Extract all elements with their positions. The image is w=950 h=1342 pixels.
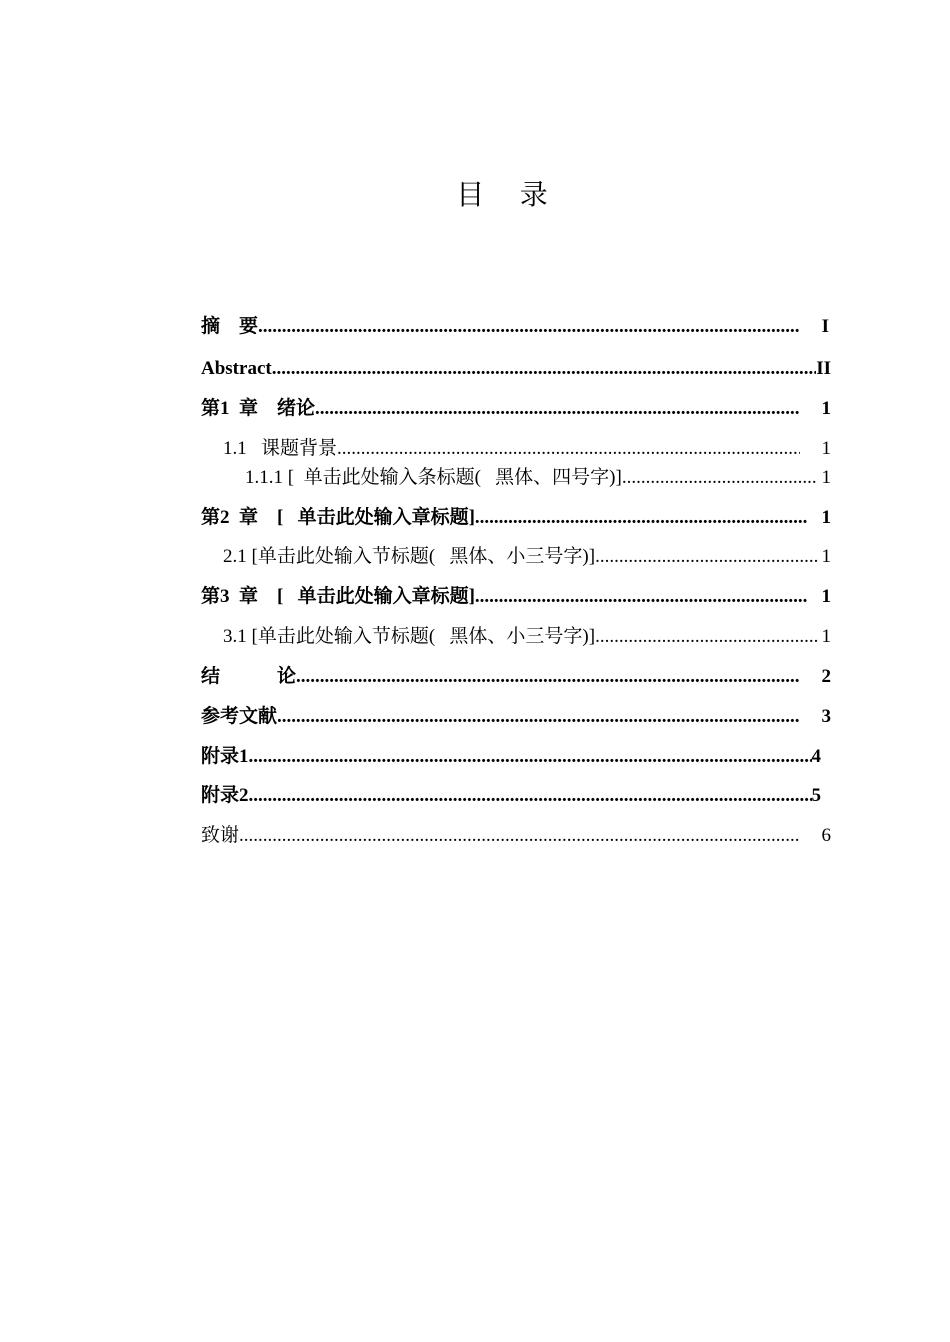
toc-entry-label: 附录1 [201,746,249,767]
toc-entry-section-1-1[interactable] [223,436,831,462]
toc-entry-page: 1 [821,626,831,647]
toc-entry-chapter-3[interactable] [201,584,831,610]
toc-entry-label: 参考文献 [201,706,278,727]
toc-entry-page: 3 [821,706,831,727]
toc-leader [277,704,799,730]
toc-entry-label: 第1 章 绪论 [201,398,316,419]
toc-entry-page: 5 [811,785,821,806]
toc-entry-label: 摘 要 [201,316,259,337]
toc-entry-appendix-1[interactable] [201,744,821,770]
toc-entry-acknowledgements[interactable] [201,823,831,849]
toc-leader [249,744,812,770]
toc-entry-page: 1 [821,507,831,528]
toc-entry-label: 第3 章 [ 单击此处输入章标题] [201,586,475,607]
toc-leader [622,465,818,491]
toc-leader [337,436,799,462]
toc-leader [258,314,800,340]
toc-entry-page: I [821,316,829,337]
toc-entry-label: 致谢 [201,825,240,846]
toc-leader [272,356,817,382]
toc-entry-subsection-1-1-1[interactable] [245,465,831,491]
toc-leader [249,783,812,809]
toc-entry-references[interactable] [201,704,831,730]
toc-entry-page: 1 [821,586,831,607]
toc-entry-label: 结 论 [201,666,297,687]
toc-entry-section-3-1[interactable] [223,624,831,650]
toc-leader [475,584,808,610]
toc-entry-page: 6 [821,825,831,846]
toc-leader [296,664,799,690]
toc-entry-conclusion[interactable] [201,664,831,690]
toc-leader [315,396,799,422]
toc-entry-label: 第2 章 [ 单击此处输入章标题] [201,507,475,528]
toc-entry-label: 3.1 [单击此处输入节标题( 黑体、小三号字)] [223,626,596,647]
toc-entry-page: 2 [821,666,831,687]
toc-entry-section-2-1[interactable] [223,544,831,570]
toc-entry-abstract-en[interactable] [201,356,831,382]
toc-entry-page: 4 [811,746,821,767]
toc-entry-label: 附录2 [201,785,249,806]
toc-entry-label: 1.1.1 [ 单击此处输入条标题( 黑体、四号字)] [245,467,622,488]
toc-entry-page: II [816,358,831,379]
toc-entry-chapter-1[interactable] [201,396,831,422]
toc-leader [595,624,817,650]
toc-entry-chapter-2[interactable] [201,505,831,531]
toc-entry-page: 1 [821,467,831,488]
toc-entry-appendix-2[interactable] [201,783,821,809]
toc-entry-page: 1 [821,398,831,419]
toc-entry-label: Abstract [201,358,272,379]
toc-entry-page: 1 [821,438,831,459]
toc-entry-page: 1 [821,546,831,567]
toc-leader [475,505,808,531]
page-title: 目 录 [456,178,548,211]
toc-entry-label: 1.1 课题背景 [223,438,338,459]
toc-entry-abstract-cn[interactable] [201,314,831,340]
toc-entry-label: 2.1 [单击此处输入节标题( 黑体、小三号字)] [223,546,596,567]
toc-leader [239,823,799,849]
toc-leader [595,544,817,570]
